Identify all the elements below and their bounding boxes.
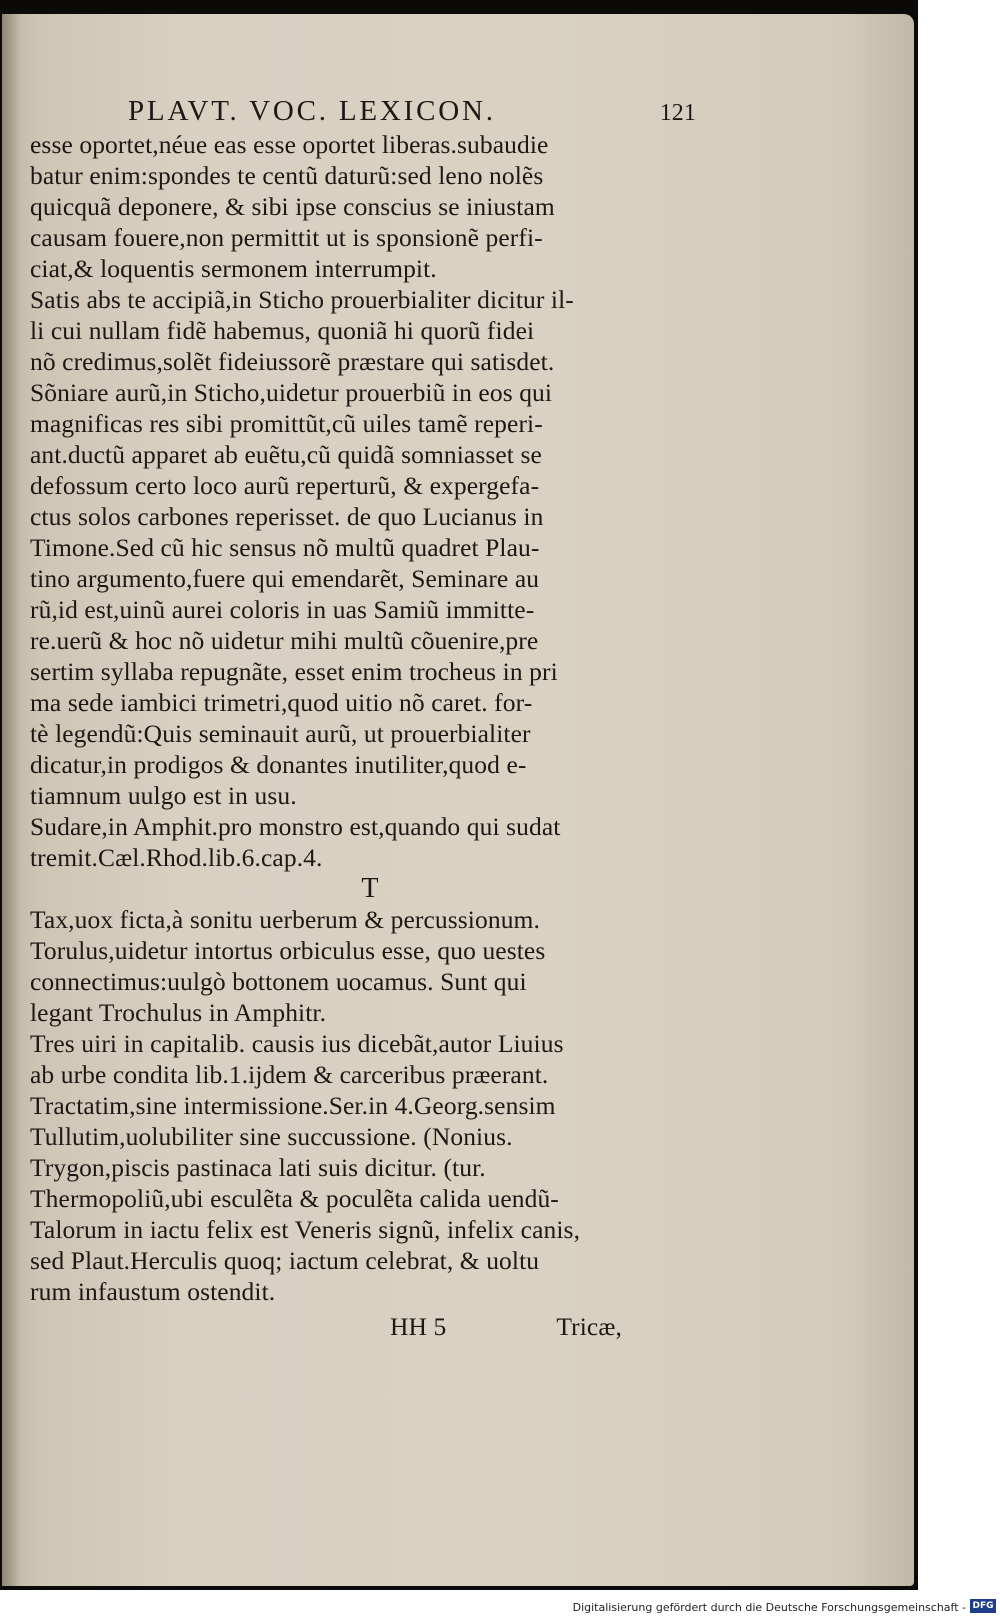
- entry-line: Tax,uox ficta,à sonitu uerberum & percussionum.: [30, 905, 540, 934]
- entry-line: Timone.Sed cũ hic sensus nõ multũ quadret Plau-: [30, 533, 540, 562]
- dictionary-entry: [30, 935, 700, 1028]
- entry-line: ant.ductũ apparet ab euẽtu,cũ quidã somniasset se: [30, 440, 542, 469]
- entry-line: tè legendũ:Quis seminauit aurũ, ut prouerbialiter: [30, 719, 531, 748]
- entry-line: Sõniare aurũ,in Sticho,uidetur prouerbiũ in eos qui: [30, 378, 553, 407]
- signature-mark: HH 5: [390, 1312, 447, 1341]
- entry-line: Thermopoliũ,ubi esculẽta & poculẽta calida uendũ-: [30, 1184, 559, 1213]
- dictionary-entry: [30, 904, 700, 935]
- entry-line: ciat,& loquentis sermonem interrumpit.: [30, 254, 437, 283]
- entry-line: tremit.Cæl.Rhod.lib.6.cap.4.: [30, 843, 323, 872]
- entry-line: ab urbe condita lib.1.ijdem & carceribus præerant.: [30, 1060, 549, 1089]
- dictionary-entry: [30, 1090, 700, 1121]
- entry-line: ctus solos carbones reperisset. de quo Lucianus in: [30, 502, 544, 531]
- entry-line: re.uerũ & hoc nõ uidetur mihi multũ cõuenire,pre: [30, 626, 539, 655]
- dfg-logo-icon: DFG: [970, 1599, 996, 1613]
- entry-line: dicatur,in prodigos & donantes inutiliter,quod e-: [30, 750, 527, 779]
- entry-line: esse oportet,néue eas esse oportet liberas.subaudie: [30, 130, 549, 159]
- entry-line: rum infaustum ostendit.: [30, 1277, 276, 1306]
- section-letter: T: [361, 873, 379, 904]
- dictionary-entry: [30, 1214, 700, 1307]
- entry-line: Tres uiri in capitalib. causis ius dicebãt,autor Liuius: [30, 1029, 564, 1058]
- entry-line: connectimus:uulgò bottonem uocamus. Sunt qui: [30, 967, 527, 996]
- entries-s-section: [30, 129, 700, 873]
- running-header: [128, 96, 696, 129]
- entry-line: batur enim:spondes te centũ daturũ:sed leno nolẽs: [30, 161, 544, 190]
- running-title: PLAVT. VOC. LEXICON.: [128, 95, 496, 127]
- entry-line: causam fouere,non permittit ut is sponsionẽ perfi-: [30, 223, 543, 252]
- entry-line: rũ,id est,uinũ aurei coloris in uas Samiũ immitte-: [30, 595, 535, 624]
- entry-line: ma sede iambici trimetri,quod uitio nõ caret. for-: [30, 688, 533, 717]
- dictionary-entry: [30, 1152, 700, 1183]
- page-gutter-shadow: [2, 14, 20, 1586]
- entry-line: Trygon,piscis pastinaca lati suis dicitur. (tur.: [30, 1153, 486, 1182]
- entry-line: tiamnum uulgo est in usu.: [30, 781, 297, 810]
- funding-bar: [0, 1590, 1000, 1623]
- dictionary-entry: [30, 377, 700, 811]
- catchword: Tricæ,: [556, 1312, 622, 1341]
- entry-line: sed Plaut.Herculis quoq; iactum celebrat, & uoltu: [30, 1246, 540, 1275]
- entry-line: magnificas res sibi promittũt,cũ uiles tamẽ reperi-: [30, 409, 543, 438]
- funding-note: Digitalisierung gefördert durch die Deutsche Forschungsgemeinschaft -: [572, 1601, 966, 1614]
- entry-line: Sudare,in Amphit.pro monstro est,quando qui sudat: [30, 812, 561, 841]
- dictionary-entry: [30, 284, 700, 377]
- entry-line: legant Trochulus in Amphitr.: [30, 998, 327, 1027]
- entry-line: Talorum in iactu felix est Veneris signũ, infelix canis,: [30, 1215, 581, 1244]
- entry-line: defossum certo loco aurũ reperturũ, & expergefa-: [30, 471, 540, 500]
- entry-line: nõ credimus,solẽt fideiussorẽ præstare qui satisdet.: [30, 347, 555, 376]
- entry-line: Tullutim,uolubiliter sine succussione. (Nonius.: [30, 1122, 513, 1151]
- entry-line: Torulus,uidetur intortus orbiculus esse, quo uestes: [30, 936, 546, 965]
- entries-t-section: [30, 904, 700, 1307]
- dictionary-entry: [30, 1121, 700, 1152]
- entry-line: li cui nullam fidẽ habemus, quoniã hi quorũ fidei: [30, 316, 535, 345]
- dictionary-entry: [30, 129, 700, 284]
- entry-line: tino argumento,fuere qui emendarẽt, Seminare au: [30, 564, 540, 593]
- dictionary-entry: [30, 811, 700, 873]
- entry-line: Satis abs te accipiã,in Sticho prouerbialiter dicitur il-: [30, 285, 574, 314]
- dictionary-entry: [30, 1028, 700, 1090]
- entry-line: sertim syllaba repugnãte, esset enim trocheus in pri: [30, 657, 558, 686]
- entry-line: quicquã deponere, & sibi ipse conscius se iniustam: [30, 192, 555, 221]
- page-footer: [30, 1311, 700, 1342]
- entry-line: Tractatim,sine intermissione.Ser.in 4.Georg.sensim: [30, 1091, 556, 1120]
- page-number: 121: [659, 100, 696, 126]
- dictionary-entry: [30, 1183, 700, 1214]
- page-text: [30, 96, 700, 1342]
